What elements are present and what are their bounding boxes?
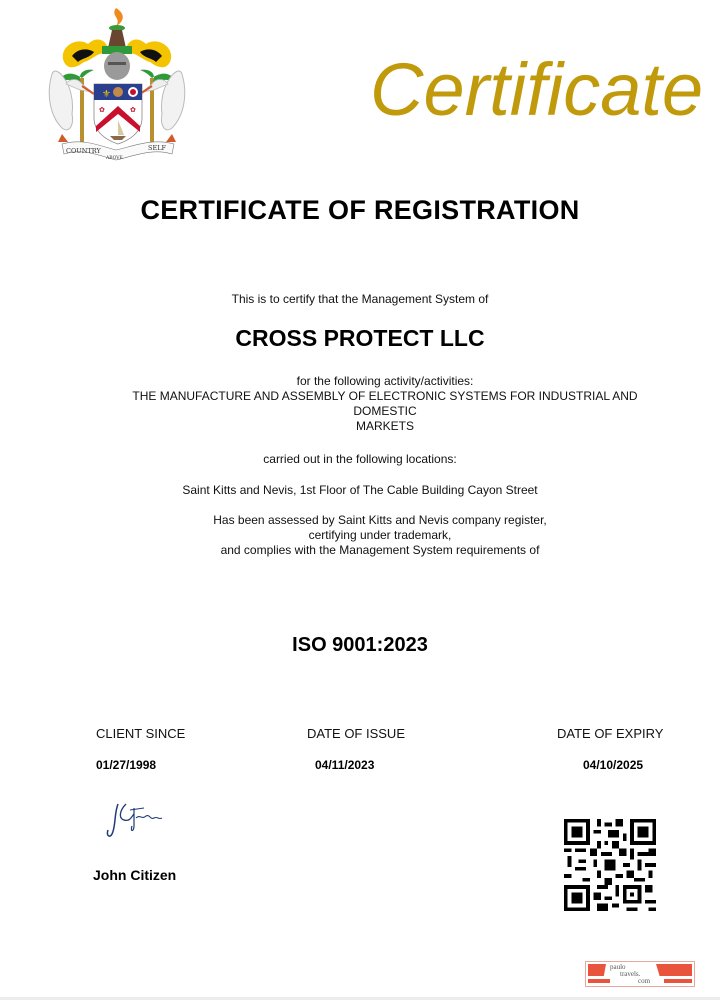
badge-text-line: travels.: [620, 970, 641, 978]
svg-text:COUNTRY: COUNTRY: [66, 147, 101, 155]
document-title: CERTIFICATE OF REGISTRATION: [140, 195, 580, 225]
locations-intro: carried out in the following locations:: [263, 452, 457, 466]
certificate-heading-script: Certificate: [370, 48, 704, 131]
company-name: CROSS PROTECT LLC: [235, 325, 485, 351]
svg-text:⚜: ⚜: [102, 89, 111, 100]
activity-intro: for the following activity/activities:: [296, 374, 474, 388]
client-since-label: CLIENT SINCE: [96, 726, 186, 741]
assessment-line: certifying under trademark,: [308, 528, 452, 542]
assessment-line: and complies with the Management System requirements of: [220, 543, 540, 557]
date-of-issue-label: DATE OF ISSUE: [307, 726, 405, 741]
coat-of-arms-crest: [44, 4, 190, 162]
activity-line: DOMESTIC: [353, 404, 417, 418]
signatory-name: John Citizen: [93, 867, 177, 883]
certify-intro-text: This is to certify that the Management System of: [231, 292, 489, 306]
qr-code-icon[interactable]: [564, 819, 656, 911]
client-since-value: 01/27/1998: [96, 758, 157, 772]
badge-text-line: com: [638, 977, 651, 985]
date-of-expiry-label: DATE OF EXPIRY: [557, 726, 664, 741]
badge-text-line: paulo: [610, 963, 626, 971]
activity-line: MARKETS: [355, 419, 414, 433]
svg-text:SELF: SELF: [148, 144, 167, 152]
activity-line: THE MANUFACTURE AND ASSEMBLY OF ELECTRONIC SYSTEMS FOR INDUSTRIAL AND: [132, 389, 638, 403]
date-of-issue-value: 04/11/2023: [315, 758, 375, 772]
svg-text:✿: ✿: [130, 106, 136, 114]
svg-text:✿: ✿: [99, 106, 105, 114]
location-address: Saint Kitts and Nevis, 1st Floor of The Cable Building Cayon Street: [182, 483, 538, 497]
signature-image: [104, 800, 166, 840]
assessment-block: [180, 513, 580, 558]
svg-text:ABOVE: ABOVE: [106, 156, 123, 161]
activity-block: [90, 374, 680, 434]
assessment-line: Has been assessed by Saint Kitts and Nevis company register,: [213, 513, 547, 527]
date-of-expiry-value: 04/10/2025: [583, 758, 644, 772]
iso-standard: ISO 9001:2023: [292, 634, 428, 656]
watermark-badge[interactable]: [585, 961, 695, 987]
